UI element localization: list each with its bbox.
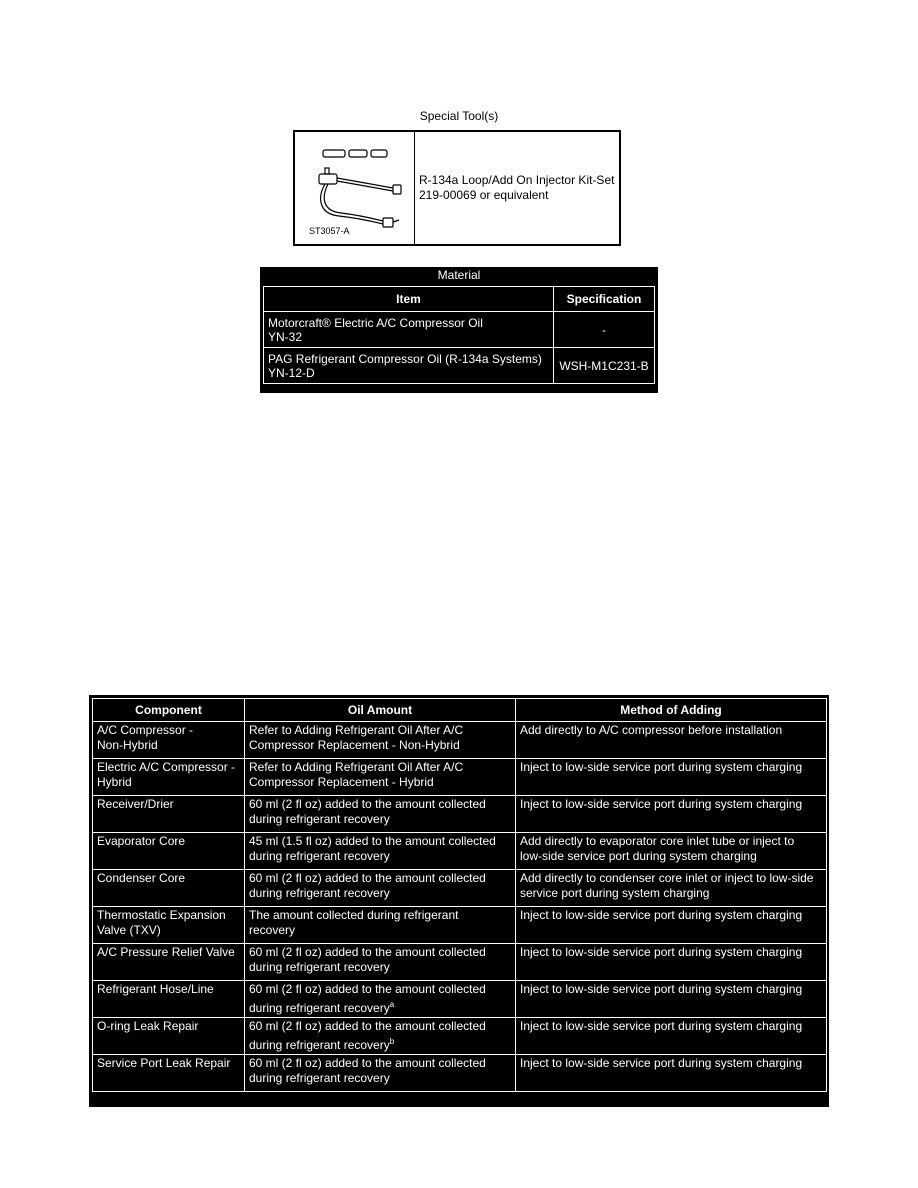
table-row [93,796,827,833]
material-spec: - [554,312,655,348]
method-cell: Inject to low-side service port during system charging [516,759,827,796]
material-table [263,286,655,384]
oil-amount-cell [245,759,516,796]
material-item [264,312,554,348]
component-cell: Evaporator Core [93,833,245,870]
component-cell: A/C Pressure Relief Valve [93,944,245,981]
material-item-code: YN-32 [268,329,303,344]
component-cell: Condenser Core [93,870,245,907]
table-row [93,833,827,870]
table-row [93,759,827,796]
method-cell: Inject to low-side service port during system charging [516,1018,827,1055]
oil-amount-cell [245,981,516,1018]
component-cell: Receiver/Drier [93,796,245,833]
oil-amount-cell [245,1018,516,1055]
method-cell: Inject to low-side service port during system charging [516,796,827,833]
method-cell: Add directly to condenser core inlet or inject to low-side service port during system charging [516,870,827,907]
material-item [264,348,554,384]
special-tools-caption: Special Tool(s) [419,109,499,123]
oil-amount-text: 60 ml (2 fl oz) added to the amount collected during refrigerant recovery [249,1056,486,1085]
material-row [264,312,655,348]
table-row [93,907,827,944]
component-cell: Refrigerant Hose/Line [93,981,245,1018]
oil-amount-text: Refer to Adding Refrigerant Oil After A/C Compressor Replacement - Hybrid [249,760,464,789]
oil-amount-cell [245,1055,516,1092]
oil-table-box [89,695,829,1107]
material-title: Material [437,268,481,282]
tool-description-line: 219-00069 or equivalent [419,188,549,202]
table-row [93,1055,827,1092]
method-cell: Inject to low-side service port during system charging [516,944,827,981]
material-header-specification: Specification [554,287,655,312]
oil-amount-cell [245,796,516,833]
method-cell: Inject to low-side service port during system charging [516,1055,827,1092]
material-spec: WSH-M1C231-B [554,348,655,384]
component-cell: O-ring Leak Repair [93,1018,245,1055]
oil-amount-table [92,698,827,1092]
oil-amount-text: The amount collected during refrigerant recovery [249,908,459,937]
oil-amount-text: 60 ml (2 fl oz) added to the amount collected during refrigerant recovery [249,982,486,1015]
table-row [93,870,827,907]
oil-header-method: Method of Adding [516,699,827,722]
method-cell: Add directly to evaporator core inlet tube or inject to low-side service port during system charging [516,833,827,870]
oil-amount-text: 60 ml (2 fl oz) added to the amount collected during refrigerant recovery [249,797,486,826]
oil-amount-cell [245,944,516,981]
component-cell: Thermostatic Expansion Valve (TXV) [93,907,245,944]
oil-header-row [93,699,827,722]
table-row [93,944,827,981]
tool-description-line: R-134a Loop/Add On Injector Kit-Set [419,173,615,187]
oil-amount-cell [245,870,516,907]
footnote-marker: a [389,1000,395,1009]
oil-header-oil-amount: Oil Amount [245,699,516,722]
oil-amount-cell [245,722,516,759]
method-cell: Inject to low-side service port during system charging [516,981,827,1018]
tool-illustration [295,132,415,244]
material-table-box [260,267,658,393]
material-item-name: Motorcraft® Electric A/C Compressor Oil [268,315,483,330]
material-item-code: YN-12-D [268,365,315,380]
material-header-item: Item [264,287,554,312]
oil-amount-text: 60 ml (2 fl oz) added to the amount collected during refrigerant recovery [249,871,486,900]
table-row [93,1018,827,1055]
special-tools-table [293,130,621,246]
material-row [264,348,655,384]
material-item-name: PAG Refrigerant Compressor Oil (R-134a Systems) [268,351,542,366]
method-cell: Add directly to A/C compressor before installation [516,722,827,759]
material-header-row [264,287,655,312]
method-cell: Inject to low-side service port during system charging [516,907,827,944]
oil-amount-text: Refer to Adding Refrigerant Oil After A/C Compressor Replacement - Non-Hybrid [249,723,464,752]
component-cell: A/C Compressor - Non-Hybrid [93,722,245,759]
table-row [93,722,827,759]
component-cell: Electric A/C Compressor - Hybrid [93,759,245,796]
oil-amount-cell [245,907,516,944]
oil-amount-text: 60 ml (2 fl oz) added to the amount collected during refrigerant recovery [249,945,486,974]
component-cell: Service Port Leak Repair [93,1055,245,1092]
tool-description [415,132,619,244]
footnote-marker: b [389,1037,395,1046]
oil-amount-cell [245,833,516,870]
oil-amount-text: 60 ml (2 fl oz) added to the amount collected during refrigerant recovery [249,1019,486,1052]
oil-amount-text: 45 ml (1.5 fl oz) added to the amount collected during refrigerant recovery [249,834,496,863]
table-row [93,981,827,1018]
tool-code: ST3057-A [309,226,350,236]
oil-header-component: Component [93,699,245,722]
